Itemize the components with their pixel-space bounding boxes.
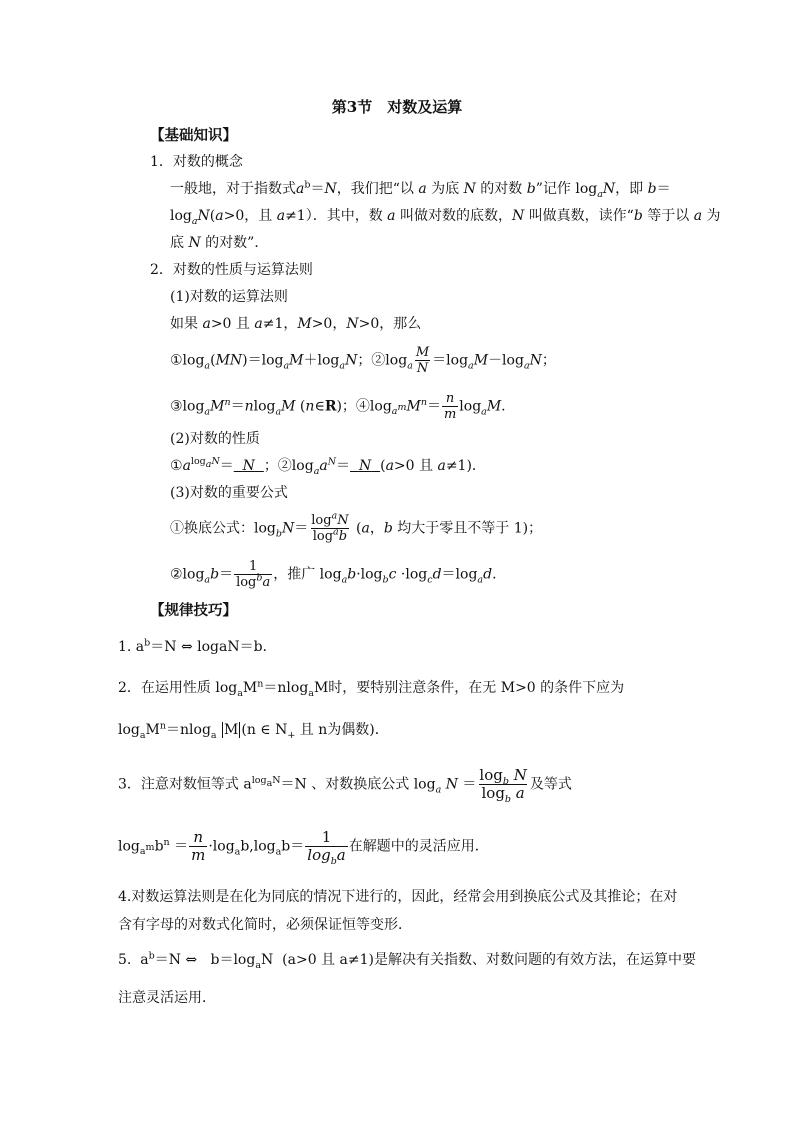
- tip-1: 1. $a^b=N$ ⇔ logaN＝b．: [118, 637, 277, 655]
- change-of-base-formula: ①换底公式：$\log_bN=$ $\frac{\log^aN}{\log^ab}$ (a，b 均大于零且不等于 1)；: [170, 510, 543, 544]
- subheading-properties: (2)对数的性质: [170, 431, 260, 447]
- subheading-operations: (1)对数的运算法则: [170, 289, 288, 305]
- tip-3-line-1: 3．注意对数恒等式 $a^{log_aN}=N$ 、对数换底公式 $\log_a N$ ＝ $\frac{\log_b N}{\log_b a}$ 及等式: [118, 766, 572, 805]
- tip-3-line-2: $\log_{a^m}b^n$ ＝ $\frac{n}{m}$ $\cdot\log_ab,\log_ab=$ $\frac{1}{\log_ba}$ 在解题中的灵活应用．: [118, 828, 489, 867]
- tip-4-line-1: 4.对数运算法则是在化为同底的情况下进行的，因此，经常会用到换底公式及其推论；在对: [118, 889, 678, 905]
- tip-2-line-1: 2．在运用性质 $\log_aM^n=nlog_aM$时，要特别注意条件，在无 M>0 的条件下应为: [118, 678, 625, 699]
- rule-product-quotient: $①\log_a(MN)=\log_aM+\log_aN$；$②\log_a$ $\frac{M}{N}$ $=\log_aM-\log_aN$；: [170, 345, 556, 376]
- condition-line: 如果 a>0 且 a≠1，M>0，N>0，那么: [170, 316, 422, 332]
- heading-log-properties: 2．对数的性质与运算法则: [150, 262, 313, 278]
- property-identities: $①a^{log_aN}= N$ ；$②\log_aa^N= N$ (a>0 且 a≠1)．: [170, 456, 486, 477]
- concept-line-1: 一般地，对于指数式$a^b=N$，我们把“以 a 为底 N 的对数 b”记作 $\log_aN$，即 b＝: [170, 179, 671, 200]
- page-title: 第3节 对数及运算: [331, 98, 463, 116]
- section-basic-heading: 【基础知识】: [150, 127, 237, 144]
- tip-4-line-2: 含有字母的对数式化简时，必须保证恒等变形．: [118, 917, 412, 933]
- tip-5-line-1: 5. $a^b=N$ ⇔ $b=\log_aN$ (a>0 且 a≠1)是解决有关指数、对数问题的有效方法，在运算中要: [118, 950, 696, 971]
- corollary-formula: $②\log_ab=$ $\frac{1}{\log^ba}$ ，推广 $\log_ab\cdot\log_bc \cdot\log_cd=\log_ad$.: [170, 559, 497, 590]
- concept-line-2: $\log_aN(a>0$，且 a≠1）．其中，数 a 叫做对数的底数，N 叫做真数，读作“b 等于以 a 为: [170, 208, 721, 227]
- rule-power: $③\log_aM^n=nlog_aM$ (n∈R)；$④\log_{a^m}M^n=$ $\frac{n}{m}$ $\log_aM$.: [170, 391, 506, 422]
- heading-log-concept: 1．对数的概念: [150, 154, 243, 170]
- subheading-formulas: (3)对数的重要公式: [170, 485, 288, 501]
- tip-2-line-2: $\log_aM^n=nlog_a$ M (n ∈ $N_+$ 且 n为偶数)．: [118, 720, 389, 741]
- section-tips-heading: 【规律技巧】: [150, 602, 237, 619]
- concept-line-3: 底 N 的对数”．: [170, 235, 269, 251]
- tip-5-line-2: 注意灵活运用．: [118, 990, 216, 1006]
